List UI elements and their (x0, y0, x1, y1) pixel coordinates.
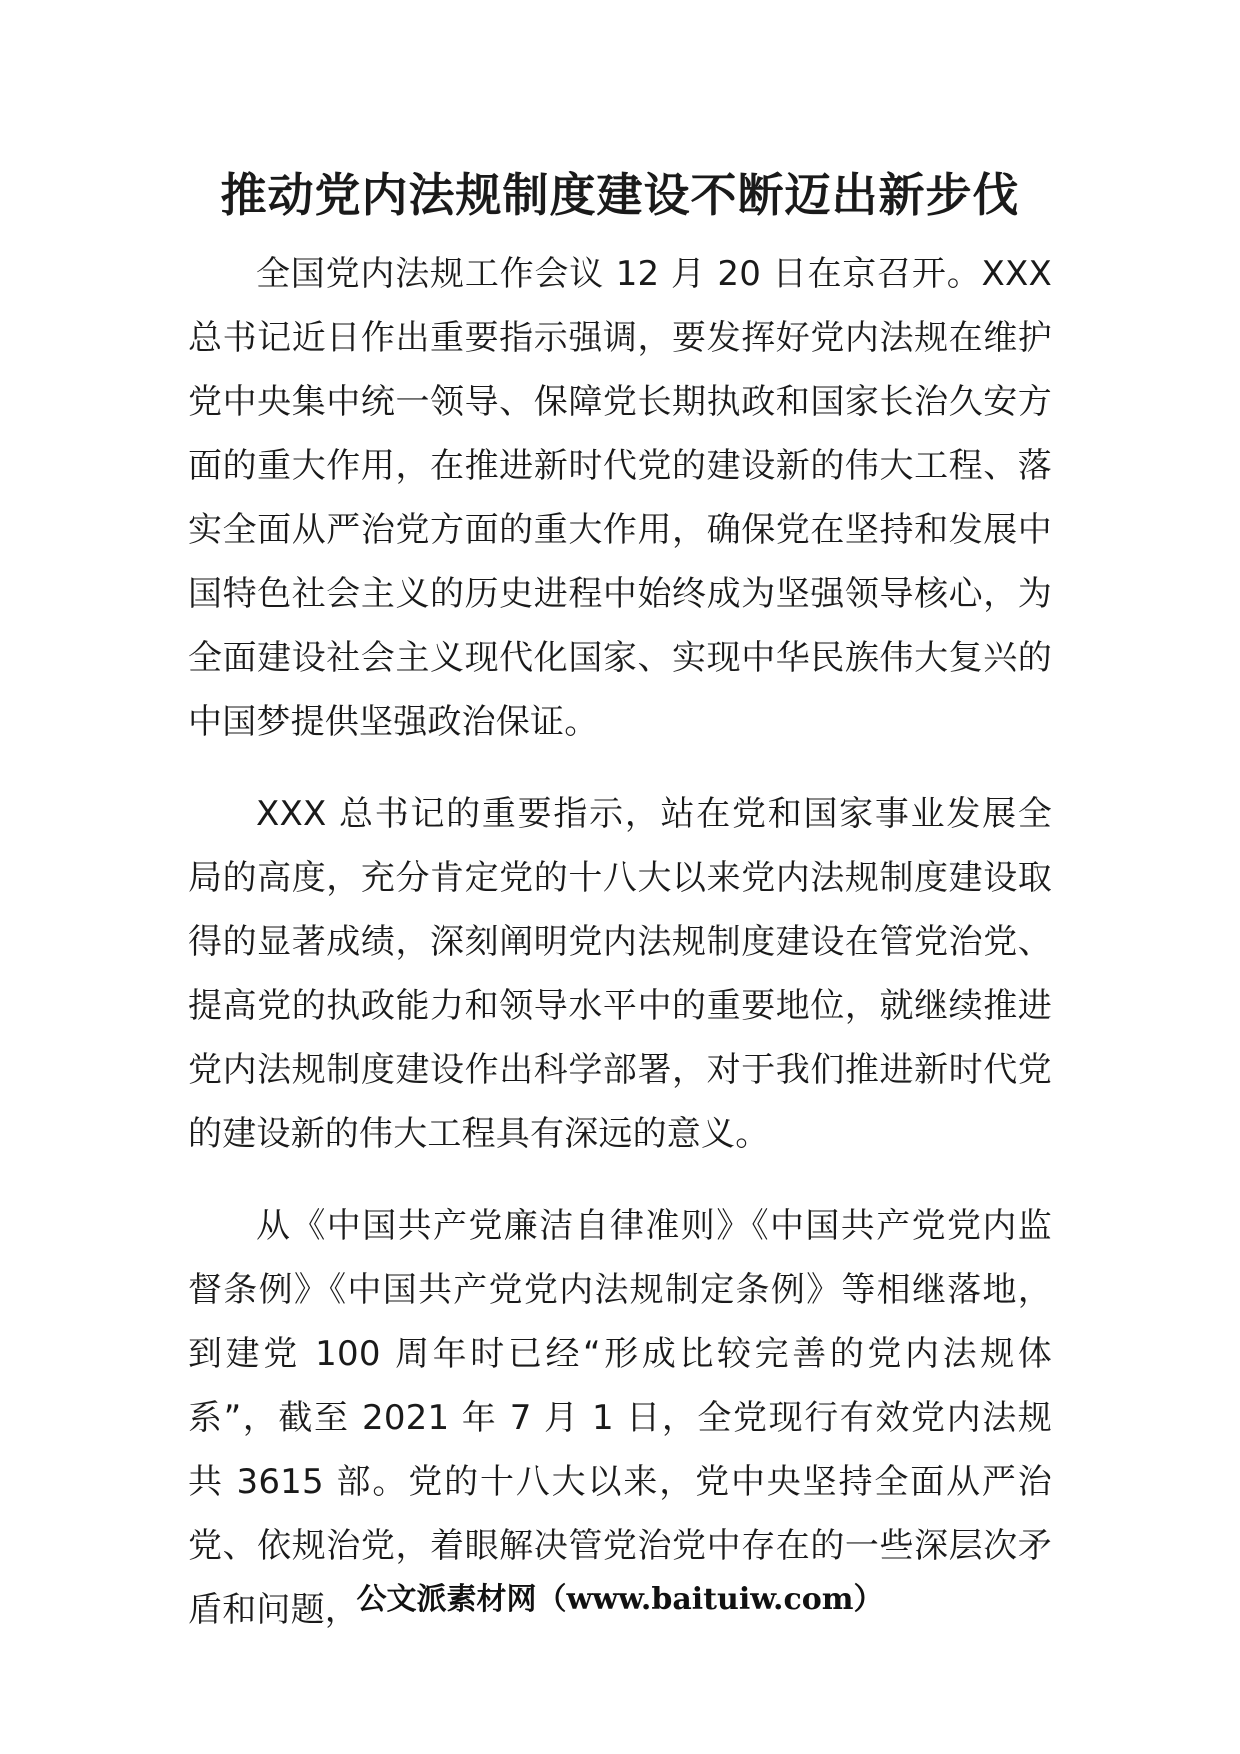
document-body (188, 242, 1052, 1670)
source-footer: 公文派素材网（www.baituiw.com） (356, 1582, 884, 1617)
paragraph-3: 从《中国共产党廉洁自律准则》《中国共产党党内监督条例》《中国共产党党内法规制定条例》等相继落地，到建党 100 周年时已经“形成比较完善的党内法规体系”，截至 2021 年 7 月 1 日，全党现行有效党内法规共 3615 部。党的十八大以来，党中央坚持全面从严治党、依规治党，着眼解决管党治党中存在的一些深层次矛盾和问题， (188, 1206, 1052, 1630)
paragraph-2: XXX 总书记的重要指示，站在党和国家事业发展全局的高度，充分肯定党的十八大以来党内法规制度建设取得的显著成绩，深刻阐明党内法规制度建设在管党治党、提高党的执政能力和领导水平中的重要地位，就继续推进党内法规制度建设作出科学部署，对于我们推进新时代党的建设新的伟大工程具有深远的意义。 (188, 794, 1052, 1154)
document-title: 推动党内法规制度建设不断迈出新步伐 (220, 168, 1020, 222)
paragraph-1: 全国党内法规工作会议 12 月 20 日在京召开。XXX 总书记近日作出重要指示强调，要发挥好党内法规在维护党中央集中统一领导、保障党长期执政和国家长治久安方面的重大作用，在推进新时代党的建设新的伟大工程、落实全面从严治党方面的重大作用，确保党在坚持和发展中国特色社会主义的历史进程中始终成为坚强领导核心，为全面建设社会主义现代化国家、实现中华民族伟大复兴的中国梦提供坚强政治保证。 (188, 254, 1052, 742)
